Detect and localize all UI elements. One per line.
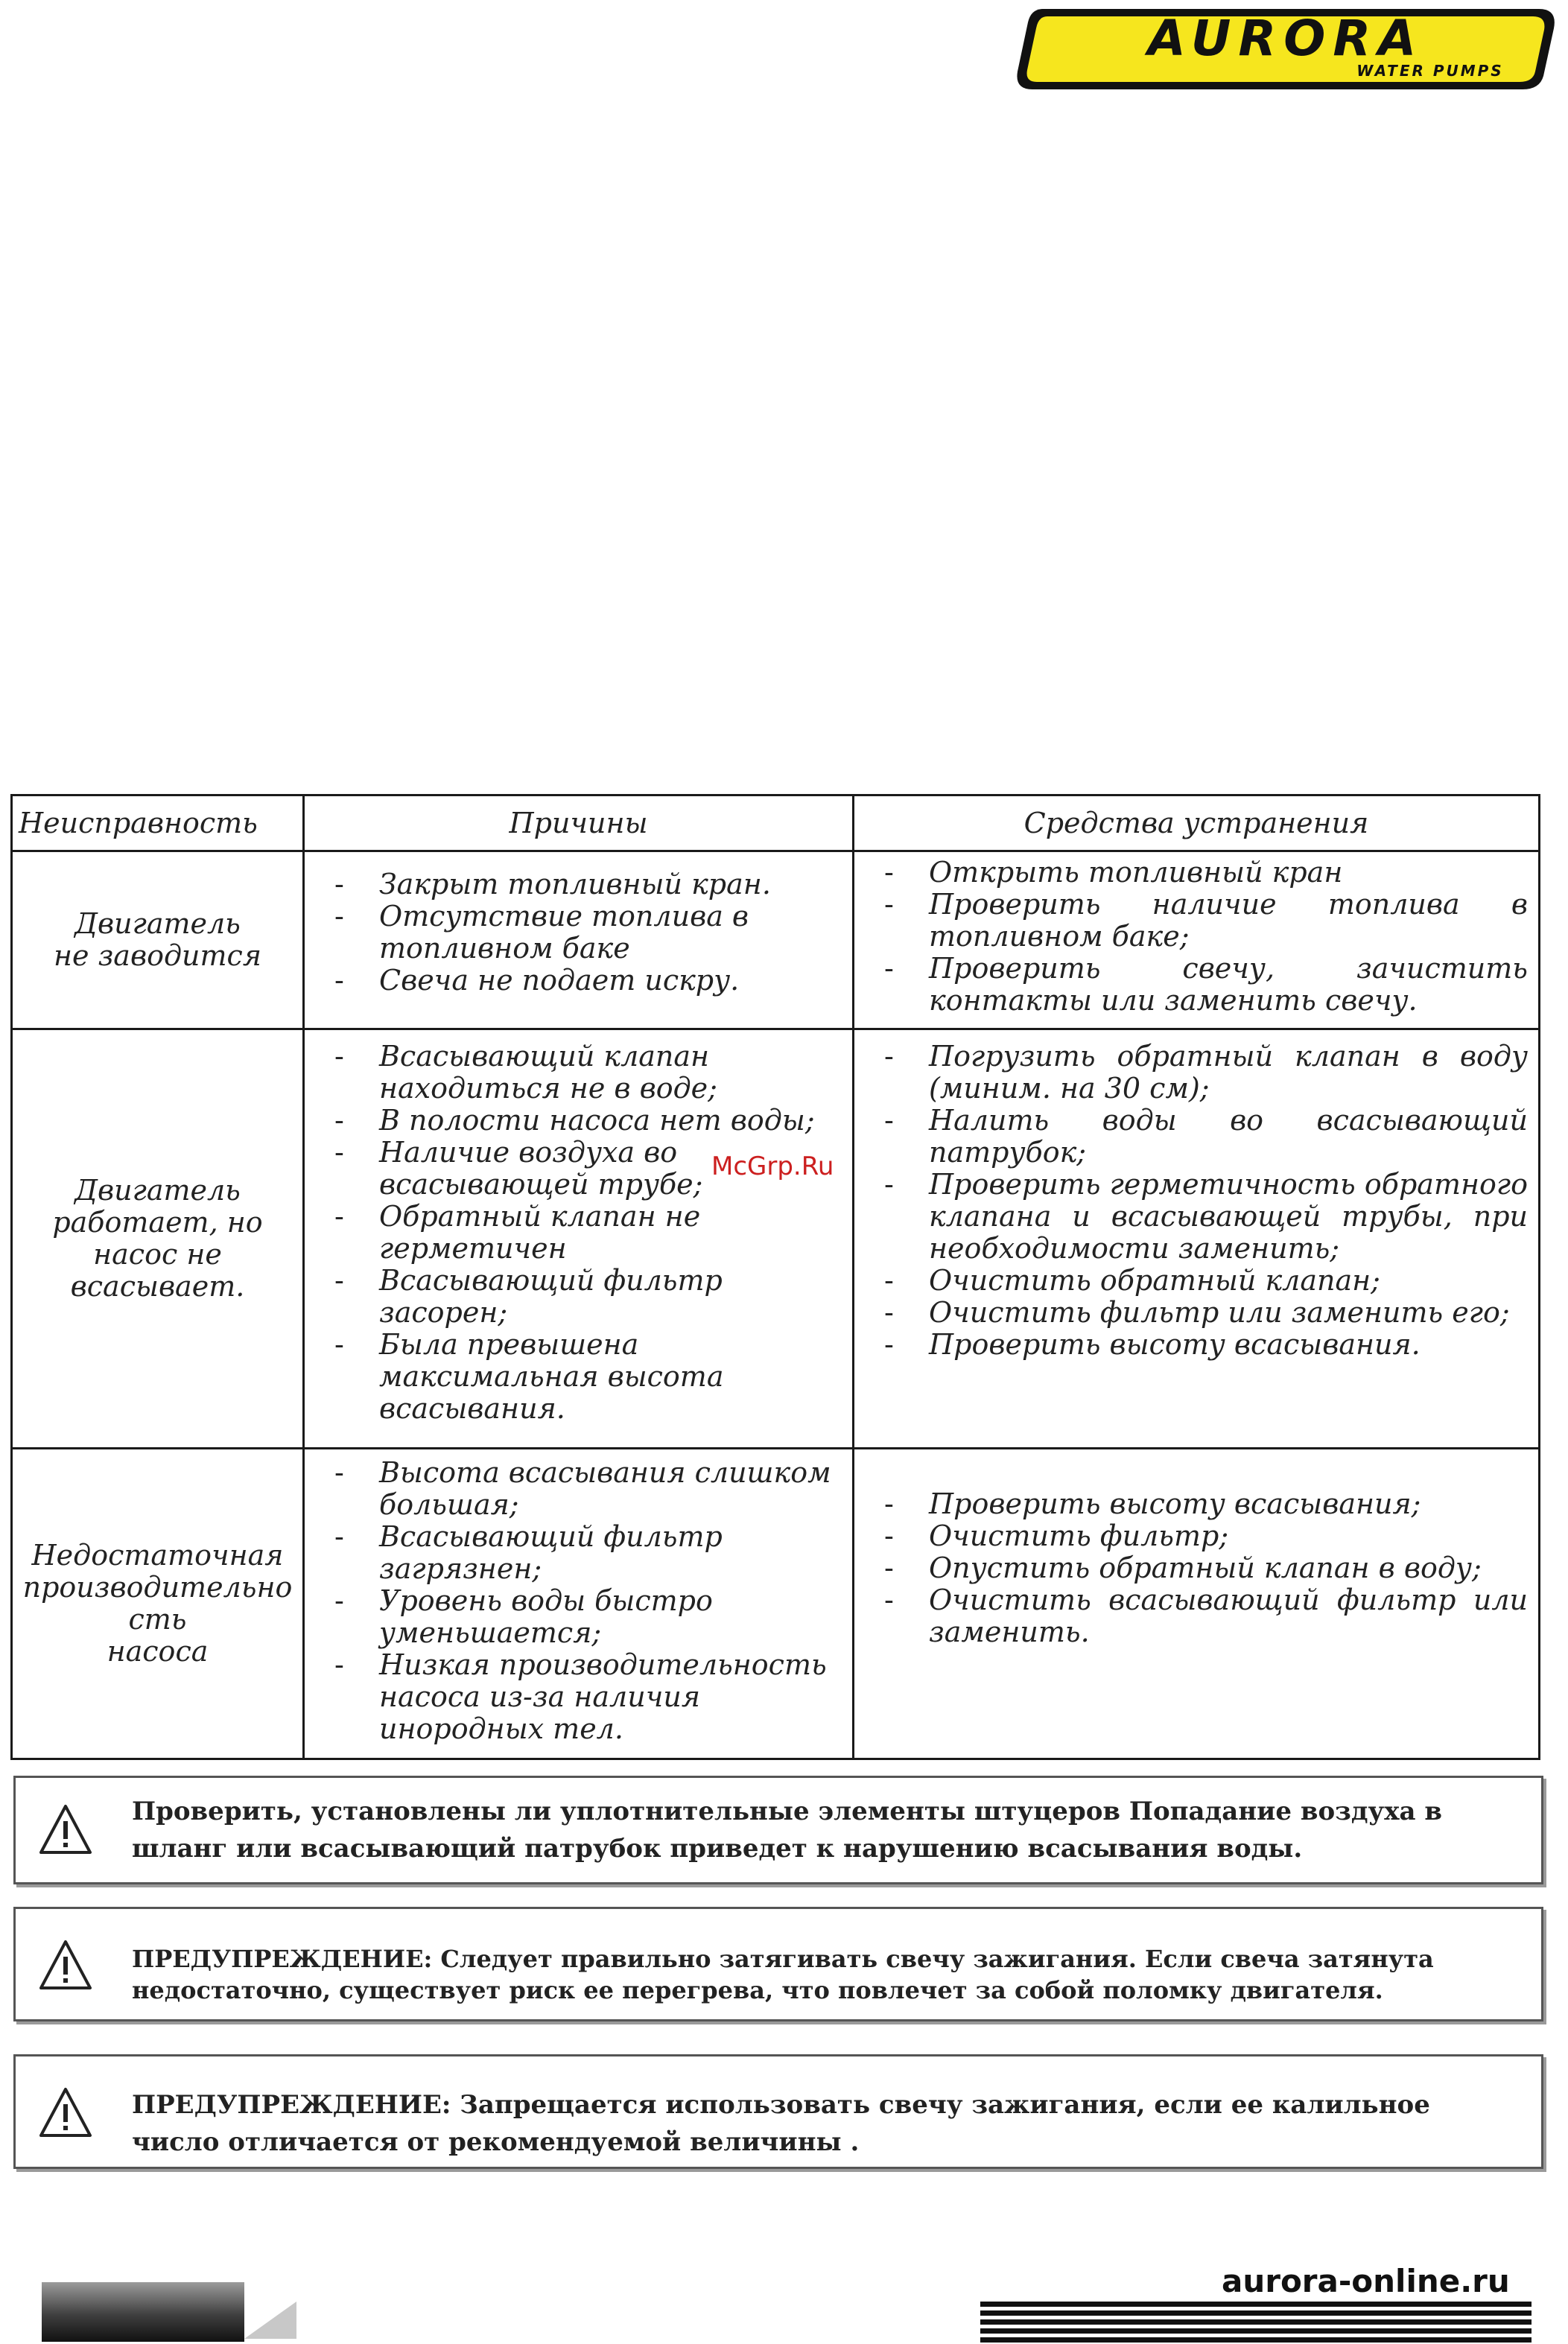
causes-cell	[304, 1029, 854, 1449]
warning-box	[13, 1907, 1543, 2021]
watermark: McGrp.Ru	[711, 1152, 834, 1181]
header-fault: Неисправность	[12, 795, 304, 851]
list-item: - Всасывающий клапан находиться не в воде;	[305, 1041, 842, 1105]
header-causes: Причины	[304, 795, 854, 851]
table-row	[12, 1449, 1540, 1759]
list-item: - Закрыт топливный кран.	[305, 868, 842, 901]
footer-url[interactable]: aurora-online.ru	[1222, 2263, 1510, 2299]
list-item: - Наличие воздуха во всасывающей трубе;	[305, 1137, 842, 1201]
list-item: - Уровень воды быстро уменьшается;	[305, 1585, 842, 1649]
list-item: - Налить воды во всасывающий патрубок;	[854, 1105, 1528, 1169]
fault-cell: Недостаточная производительно сть насоса	[12, 1449, 304, 1759]
warning-text: ПРЕДУПРЕЖДЕНИЕ: Следует правильно затягивать свечу зажигания. Если свеча затянута недостаточно, существует риск ее перегрева, что повлечет за собой поломку двигателя.	[132, 1945, 1434, 2004]
warning-box	[13, 1776, 1543, 1884]
aurora-logo	[1013, 3, 1561, 94]
list-item: - Обратный клапан не герметичен	[305, 1201, 842, 1265]
list-item: - В полости насоса нет воды;	[305, 1105, 842, 1137]
list-item: - Проверить высоту всасывания.	[854, 1329, 1528, 1361]
list-item: - Опустить обратный клапан в воду;	[854, 1552, 1528, 1584]
list-item: - Проверить высоту всасывания;	[854, 1488, 1528, 1520]
warning-text: Проверить, установлены ли уплотнительные элементы штуцеров Попадание воздуха в шланг или всасывающий патрубок приведет к нарушению всасывания воды.	[132, 1797, 1443, 1864]
table-row	[12, 1029, 1540, 1449]
table-header-row	[12, 795, 1540, 851]
list-item: - Открыть топливный кран	[854, 857, 1528, 889]
warning-triangle-icon	[38, 1939, 93, 1991]
remedies-cell	[854, 1449, 1540, 1759]
header-remedies: Средства устранения	[854, 795, 1540, 851]
logo-tagline-text: WATER PUMPS	[1356, 62, 1504, 80]
list-item: - Была превышена максимальная высота всасывания.	[305, 1329, 842, 1425]
list-item: - Проверить свечу, зачистить контакты или заменить свечу.	[854, 953, 1528, 1017]
list-item: - Свеча не подает искру.	[305, 965, 842, 997]
fault-cell: Двигатель не заводится	[12, 851, 304, 1029]
list-item: - Проверить наличие топлива в топливном баке;	[854, 889, 1528, 953]
fault-cell: Двигатель работает, но насос не всасывает.	[12, 1029, 304, 1449]
list-item: - Погрузить обратный клапан в воду (миним. на 30 см);	[854, 1041, 1528, 1105]
page-tab-triangle	[244, 2302, 296, 2339]
list-item: - Всасывающий фильтр загрязнен;	[305, 1521, 842, 1585]
page-tab-bar	[42, 2282, 244, 2342]
list-item: - Всасывающий фильтр засорен;	[305, 1265, 842, 1329]
list-item: - Очистить фильтр или заменить его;	[854, 1297, 1528, 1329]
list-item: - Низкая производительность насоса из-за наличия инородных тел.	[305, 1649, 842, 1745]
warning-triangle-icon	[38, 2086, 93, 2138]
troubleshooting-table	[10, 794, 1540, 1760]
footer-stripes	[980, 2302, 1532, 2344]
warning-text: ПРЕДУПРЕЖДЕНИЕ: Запрещается использовать свечу зажигания, если ее калильное число отличается от рекомендуемой величины .	[132, 2090, 1430, 2157]
table-row	[12, 851, 1540, 1029]
list-item: - Отсутствие топлива в топливном баке	[305, 901, 842, 965]
list-item: - Высота всасывания слишком большая;	[305, 1457, 842, 1521]
list-item: - Очистить фильтр;	[854, 1520, 1528, 1552]
warning-box	[13, 2054, 1543, 2169]
list-item: - Проверить герметичность обратного клапана и всасывающей трубы, при необходимости заменить;	[854, 1169, 1528, 1265]
causes-cell	[304, 851, 854, 1029]
list-item: - Очистить обратный клапан;	[854, 1265, 1528, 1297]
remedies-cell	[854, 851, 1540, 1029]
logo-brand-text: AURORA	[1147, 10, 1424, 67]
warning-triangle-icon	[38, 1803, 93, 1855]
remedies-cell	[854, 1029, 1540, 1449]
list-item: - Очистить всасывающий фильтр или заменить.	[854, 1584, 1528, 1648]
causes-cell	[304, 1449, 854, 1759]
